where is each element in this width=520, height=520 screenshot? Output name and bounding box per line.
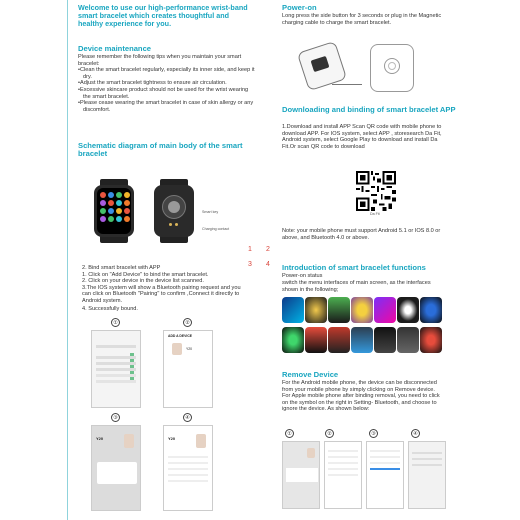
binding-step: 4. Successfully bound. xyxy=(82,305,138,312)
label-charging-contact: Charging contact xyxy=(202,227,230,231)
remove-screenshot-4 xyxy=(408,441,446,509)
maintenance-lead: Please remember the following tips when you maintain your smart bracelet: xyxy=(78,54,242,67)
maintenance-body xyxy=(78,54,256,113)
maintenance-item: •Adjust the smart bracelet tightness to ensure air circulation. xyxy=(78,80,227,87)
step-number-3: ③ xyxy=(111,413,120,422)
remove-title: Remove Device xyxy=(282,370,339,379)
watch-front-image xyxy=(92,179,136,243)
step-number-2: ② xyxy=(183,318,192,327)
phone-screenshot-4: Y20 xyxy=(163,425,213,511)
label-smart-key: Smart key xyxy=(202,210,219,214)
device-model: Y20 xyxy=(186,347,193,351)
download-text: 1.Download and install APP Scan QR code with mobile phone to download APP. For IOS system, select APP , storesearch Da Fit, Android system, select Google Play to download and install Da Fit.Or scan QR code to download xyxy=(282,124,442,150)
watch-back-image xyxy=(152,179,196,243)
screen-title: ADD A DEVICE xyxy=(168,334,193,338)
step-number-4: ④ xyxy=(183,413,192,422)
remove-step-3: ③ xyxy=(369,429,378,438)
maintenance-item: •Excessive skincare product should not be used for the wrist wearing the smart bracelet. xyxy=(78,86,249,100)
column-divider xyxy=(67,0,68,520)
schematic-title: Schematic diagram of main body of the smart bracelet xyxy=(78,141,243,159)
remove-screenshot-3 xyxy=(366,441,404,509)
red-number: 1 xyxy=(248,246,252,253)
remove-screenshot-2 xyxy=(324,441,362,509)
watch-faces-grid xyxy=(282,297,442,369)
device-model: Y20 xyxy=(96,436,104,441)
red-number: 4 xyxy=(266,261,270,268)
remove-step-2: ② xyxy=(325,429,334,438)
charging-image xyxy=(300,40,424,96)
remove-step-4: ④ xyxy=(411,429,420,438)
qr-caption: Da Fit xyxy=(370,212,380,216)
maintenance-title: Device maintenance xyxy=(78,44,152,53)
phone-screenshot-2 xyxy=(163,330,213,408)
binding-step: 2. Bind smart bracelet with APP xyxy=(82,265,161,271)
remove-text: For the Android mobile phone, the device can be disconnected from your mobile phone by simply clicking on Remove device. For Apple mobile phone after binding removal, you need to click on the symbol on the right in Setting- Bluetooth, and choose to ignore the device. As shown below: xyxy=(282,380,440,413)
binding-steps xyxy=(82,265,250,312)
red-number: 2 xyxy=(266,246,270,253)
functions-subtitle: Power-on status xyxy=(282,273,323,279)
red-number: 3 xyxy=(248,261,252,268)
download-title: Downloading and binding of smart bracelet APP xyxy=(282,105,456,114)
binding-step: 2. Click on your device in the device list scanned. xyxy=(82,278,204,285)
phone-screenshot-1 xyxy=(91,330,141,408)
power-on-text: Long press the side button for 3 seconds or plug in the Magnetic charging cable to charge the smart bracelet. xyxy=(282,13,442,26)
functions-title: Introduction of smart bracelet functions xyxy=(282,263,426,272)
maintenance-item: •Please cease wearing the smart bracelet in case of skin allergy or any discomfort. xyxy=(78,100,254,113)
maintenance-item: •Clean the smart bracelet regularly, especially its inner side, and keep it dry. xyxy=(78,67,255,80)
binding-step: 3.The IOS system will show a Bluetooth pairing request and you can click on Bluetooth "Pairing" to confirm ,Connect it directly to Android system. xyxy=(82,284,241,304)
phone-screenshot-3 xyxy=(91,425,141,511)
power-on-title: Power-on xyxy=(282,3,317,12)
qr-code-image xyxy=(356,171,396,211)
compatibility-note: Note: your mobile phone must support Android 5.1 or IOS 8.0 or above, and Bluetooth 4.0 or above. xyxy=(282,228,441,241)
step-number-1: ① xyxy=(111,318,120,327)
functions-text: switch the menu interfaces of main screen, as the interfaces shown in the following; xyxy=(282,280,431,293)
remove-screenshot-1 xyxy=(282,441,320,509)
intro-heading: Welcome to use our high-performance wrist-band smart bracelet which creates thoughtful and healthy experience for you. xyxy=(78,3,248,29)
remove-step-1: ① xyxy=(285,429,294,438)
binding-step: 1. Click on "Add Device" to bind the smart bracelet. xyxy=(82,271,209,278)
